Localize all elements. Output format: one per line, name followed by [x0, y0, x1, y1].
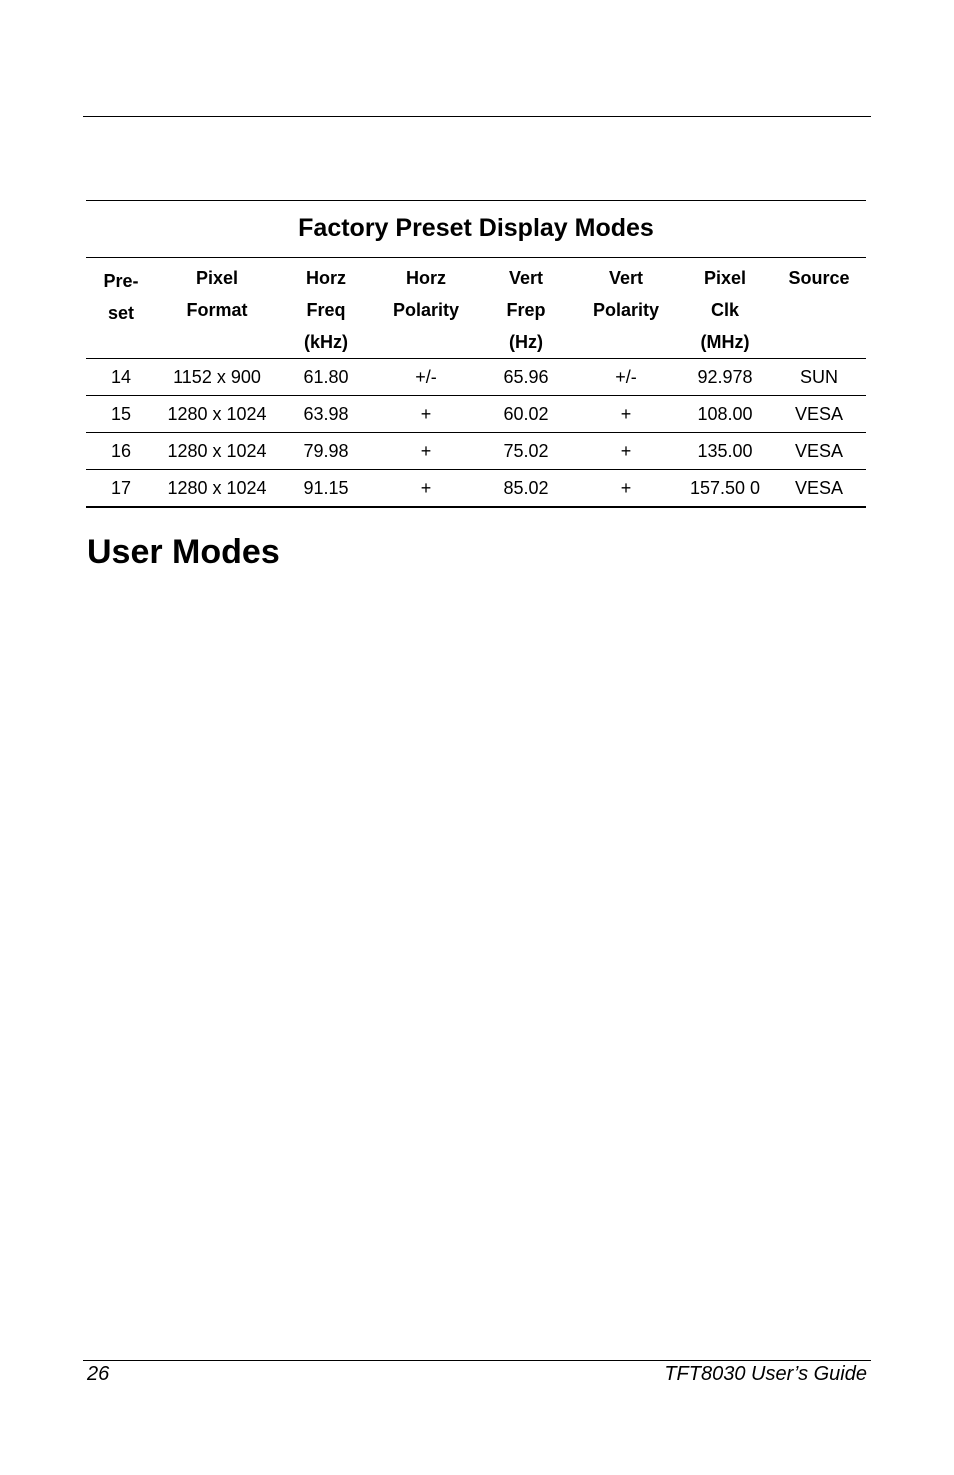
table-row [86, 396, 866, 433]
cell-source: VESA [772, 396, 866, 433]
cell-horz-freq: 63.98 [278, 396, 374, 433]
cell-pixel-clk: 108.00 [678, 396, 772, 433]
cell-vert-frep: 75.02 [478, 433, 574, 470]
cell-pixel-clk: 135.00 [678, 433, 772, 470]
cell-horz-polarity: + [374, 470, 478, 508]
cell-horz-freq: 79.98 [278, 433, 374, 470]
preset-modes-table-block [86, 200, 866, 508]
cell-vert-polarity: + [574, 396, 678, 433]
header-horz-freq: Horz Freq (kHz) [278, 258, 374, 359]
cell-horz-freq: 91.15 [278, 470, 374, 508]
cell-preset: 14 [86, 359, 156, 396]
cell-pixel-format: 1280 x 1024 [156, 396, 278, 433]
table-title-row [86, 200, 866, 258]
cell-pixel-clk: 92.978 [678, 359, 772, 396]
header-vert-polarity: Vert Polarity [574, 258, 678, 359]
header-source: Source [772, 258, 866, 359]
cell-preset: 17 [86, 470, 156, 508]
header-pixel-clk: Pixel Clk (MHz) [678, 258, 772, 359]
cell-vert-frep: 85.02 [478, 470, 574, 508]
preset-modes-table [86, 258, 866, 508]
cell-horz-polarity: +/- [374, 359, 478, 396]
cell-vert-frep: 65.96 [478, 359, 574, 396]
cell-vert-frep: 60.02 [478, 396, 574, 433]
cell-vert-polarity: + [574, 470, 678, 508]
cell-vert-polarity: + [574, 433, 678, 470]
cell-pixel-format: 1280 x 1024 [156, 470, 278, 508]
cell-horz-polarity: + [374, 433, 478, 470]
header-pixel-format: Pixel Format [156, 258, 278, 359]
cell-pixel-clk: 157.50 0 [678, 470, 772, 508]
guide-title: TFT8030 User’s Guide [664, 1363, 867, 1385]
table-header-row [86, 258, 866, 359]
cell-preset: 15 [86, 396, 156, 433]
table-row [86, 433, 866, 470]
cell-source: VESA [772, 470, 866, 508]
cell-pixel-format: 1280 x 1024 [156, 433, 278, 470]
cell-vert-polarity: +/- [574, 359, 678, 396]
cell-source: SUN [772, 359, 866, 396]
header-preset: Pre- set [86, 258, 156, 359]
header-rule [83, 116, 871, 117]
table-row [86, 470, 866, 508]
page-number: 26 [87, 1363, 110, 1385]
table-row [86, 359, 866, 396]
cell-preset: 16 [86, 433, 156, 470]
cell-horz-polarity: + [374, 396, 478, 433]
cell-horz-freq: 61.80 [278, 359, 374, 396]
footer-rule [83, 1360, 871, 1361]
header-horz-polarity: Horz Polarity [374, 258, 478, 359]
cell-source: VESA [772, 433, 866, 470]
cell-pixel-format: 1152 x 900 [156, 359, 278, 396]
section-heading: User Modes [87, 533, 280, 571]
header-vert-frep: Vert Frep (Hz) [478, 258, 574, 359]
table-title: Factory Preset Display Modes [298, 213, 654, 242]
